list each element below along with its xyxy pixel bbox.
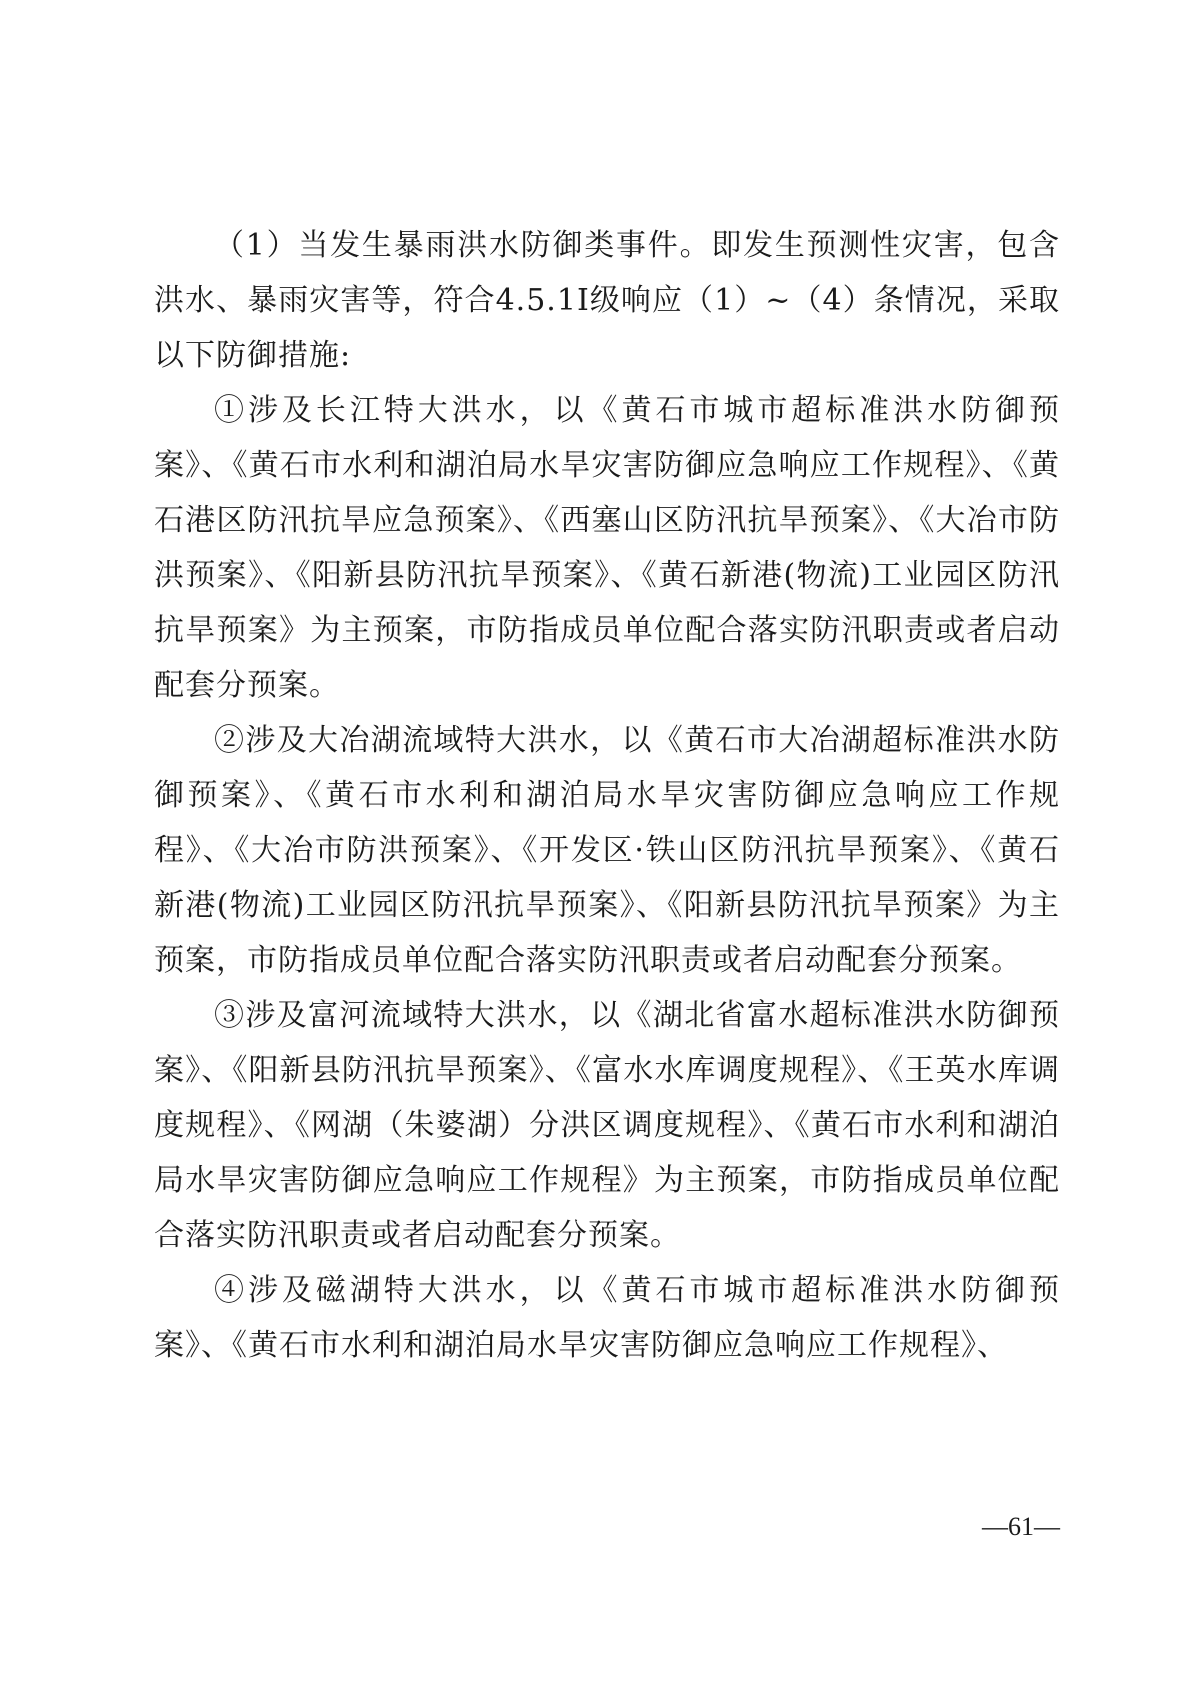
paragraph-measure-1: ①涉及长江特大洪水，以《黄石市城市超标准洪水防御预案》、《黄石市水利和湖泊局水旱灾害防御应急响应工作规程》、《黄石港区防汛抗旱应急预案》、《西塞山区防汛抗旱预案》、《大冶市防洪预案》、《阳新县防汛抗旱预案》、《黄石新港(物流)工业园区防汛抗旱预案》为主预案，市防指成员单位配合落实防汛职责或者启动配套分预案。: [154, 393, 1060, 703]
paragraph-measure-2: ②涉及大冶湖流域特大洪水，以《黄石市大冶湖超标准洪水防御预案》、《黄石市水利和湖泊局水旱灾害防御应急响应工作规程》、《大冶市防洪预案》、《开发区·铁山区防汛抗旱预案》、《黄石新港(物流)工业园区防汛抗旱预案》、《阳新县防汛抗旱预案》为主预案，市防指成员单位配合落实防汛职责或者启动配套分预案。: [154, 723, 1060, 978]
page-number: —61—: [982, 1512, 1060, 1541]
paragraph-condition-1: （1）当发生暴雨洪水防御类事件。即发生预测性灾害，包含洪水、暴雨灾害等，符合4.5.1Ⅰ级响应（1）~（4）条情况，采取以下防御措施:: [154, 228, 1060, 373]
paragraph-measure-4: ④涉及磁湖特大洪水，以《黄石市城市超标准洪水防御预案》、《黄石市水利和湖泊局水旱灾害防御应急响应工作规程》、: [154, 1273, 1060, 1363]
paragraph-measure-3: ③涉及富河流域特大洪水，以《湖北省富水超标准洪水防御预案》、《阳新县防汛抗旱预案》、《富水水库调度规程》、《王英水库调度规程》、《网湖（朱婆湖）分洪区调度规程》、《黄石市水利和湖泊局水旱灾害防御应急响应工作规程》为主预案，市防指成员单位配合落实防汛职责或者启动配套分预案。: [154, 998, 1060, 1253]
document-body: [154, 218, 1060, 1373]
